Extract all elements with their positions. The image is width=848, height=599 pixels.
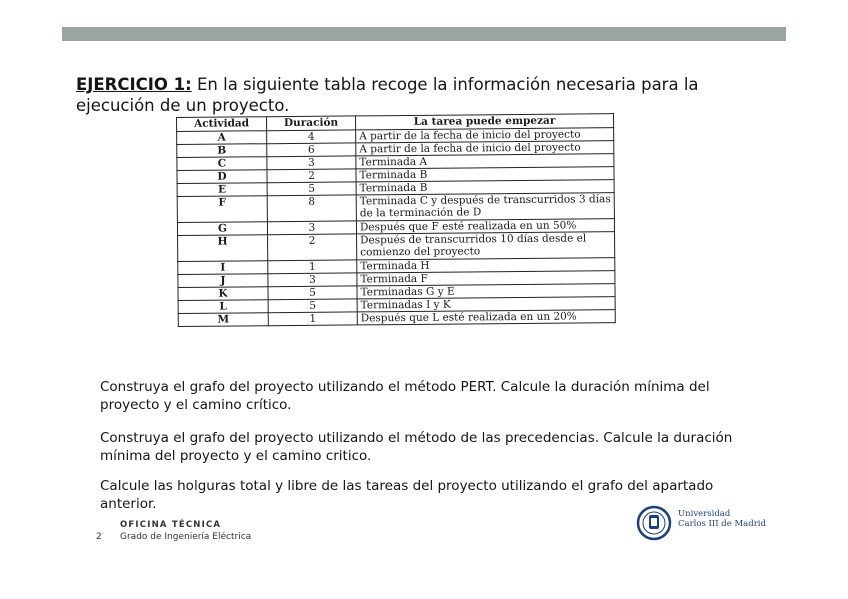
cell-condicion: Terminada B (356, 180, 614, 195)
cell-actividad: I (178, 261, 268, 275)
activity-table (176, 113, 616, 327)
university-name-line1: Universidad (678, 509, 731, 519)
header-duracion: Duración (267, 116, 356, 131)
cell-condicion: Terminada A (356, 154, 614, 169)
cell-duracion: 6 (267, 143, 356, 157)
cell-condicion: Después de transcurridos 10 días desde el comienzo del proyecto (357, 232, 615, 260)
cell-actividad: A (177, 131, 267, 145)
cell-condicion: Terminadas I y K (357, 297, 615, 312)
table-row (178, 310, 615, 327)
cell-actividad: H (178, 235, 268, 262)
cell-duracion: 2 (267, 169, 356, 183)
cell-actividad: C (177, 157, 267, 171)
cell-condicion: Terminada H (357, 258, 615, 273)
cell-actividad: L (178, 300, 268, 314)
cell-duracion: 1 (268, 312, 357, 326)
question-precedencias: Construya el grafo del proyecto utilizando el método de las precedencias. Calcule la duración mínima del proyecto y el camino critico. (100, 430, 733, 464)
top-bar (62, 27, 786, 41)
cell-condicion: Terminada F (357, 271, 615, 286)
cell-duracion: 3 (267, 221, 356, 235)
cell-duracion: 3 (267, 156, 356, 170)
cell-actividad: D (177, 170, 267, 184)
question-holguras: Calcule las holguras total y libre de las tareas del proyecto utilizando el grafo del apartado anterior. (100, 478, 714, 512)
cell-duracion: 5 (268, 299, 357, 313)
question-pert: Construya el grafo del proyecto utilizando el método PERT. Calcule la duración mínima del proyecto y el camino crítico. (100, 379, 710, 413)
cell-duracion: 4 (267, 130, 356, 144)
university-name (678, 509, 766, 529)
cell-duracion: 8 (267, 195, 356, 222)
activity-table-wrap (176, 113, 616, 327)
cell-condicion: A partir de la fecha de inicio del proyecto (356, 128, 614, 143)
cell-duracion: 3 (268, 273, 357, 287)
footer-subtitle: Grado de Ingeniería Eléctrica (120, 532, 252, 542)
exercise-label: EJERCICIO 1: (76, 75, 192, 94)
table-row (178, 232, 615, 262)
cell-condicion: A partir de la fecha de inicio del proyecto (356, 141, 614, 156)
university-logo (636, 505, 766, 541)
cell-actividad: K (178, 287, 268, 301)
footer-org: OFICINA TÉCNICA (120, 520, 222, 530)
university-name-line2: Carlos III de Madrid (678, 519, 766, 529)
cell-actividad: M (178, 313, 268, 327)
table-row (177, 193, 614, 223)
exercise-heading (76, 74, 776, 116)
cell-condicion: Terminadas G y E (357, 284, 615, 299)
cell-actividad: E (177, 183, 267, 197)
exercise-intro: En la siguiente tabla recoge la información necesaria para la ejecución de un proyecto. (76, 75, 699, 115)
cell-duracion: 2 (268, 234, 357, 261)
cell-duracion: 1 (268, 260, 357, 274)
cell-actividad: G (177, 222, 267, 236)
cell-actividad: B (177, 144, 267, 158)
header-actividad: Actividad (177, 117, 267, 132)
header-condicion: La tarea puede empezar (355, 114, 613, 130)
university-seal-icon (636, 505, 674, 541)
cell-condicion: Terminada C y después de transcurridos 3 días de la terminación de D (356, 193, 614, 221)
cell-actividad: F (177, 196, 267, 223)
cell-actividad: J (178, 274, 268, 288)
cell-condicion: Terminada B (356, 167, 614, 182)
cell-condicion: Después que F esté realizada en un 50% (356, 219, 614, 234)
cell-condicion: Después que L esté realizada en un 20% (357, 310, 615, 325)
cell-duracion: 5 (267, 182, 356, 196)
cell-duracion: 5 (268, 286, 357, 300)
page-number: 2 (96, 532, 102, 542)
